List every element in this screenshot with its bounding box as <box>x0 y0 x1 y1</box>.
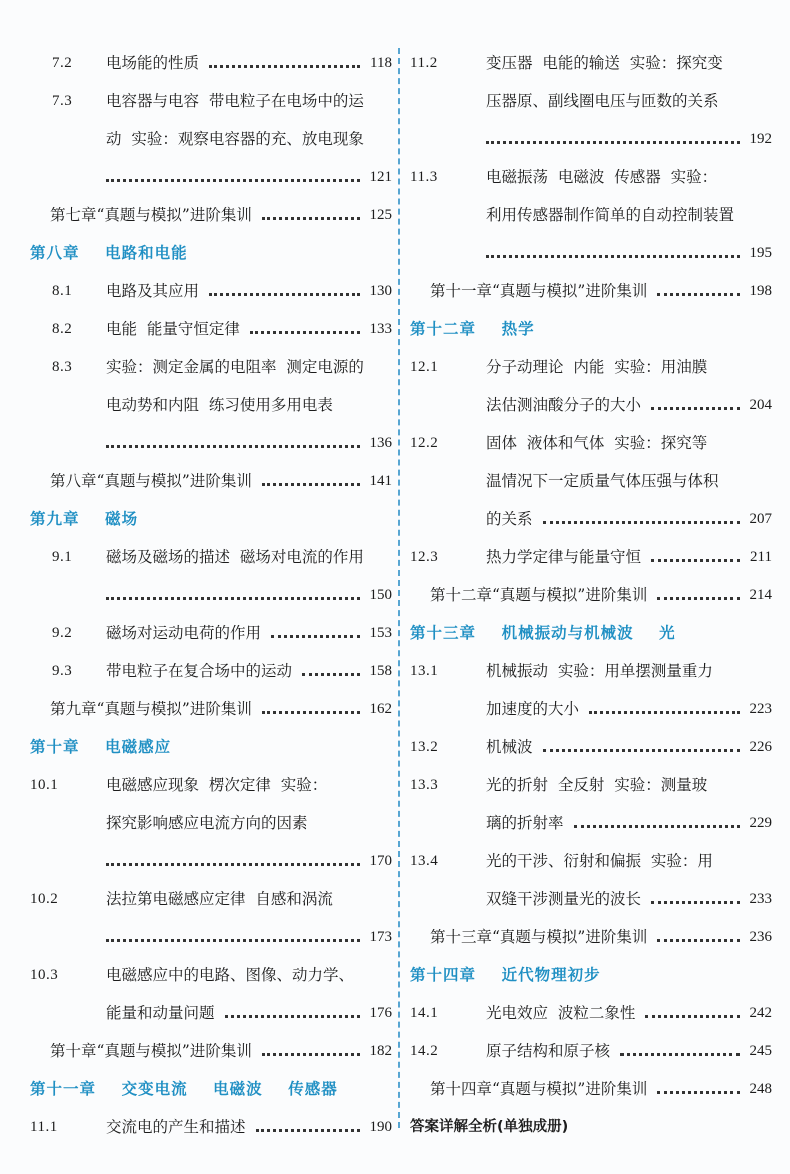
entry-title: 第十章“真题与模拟”进阶集训 <box>50 1042 252 1060</box>
chapter-heading[interactable]: 第十三章 机械振动与机械波 光 <box>410 624 676 642</box>
dot-leader <box>486 141 740 144</box>
page-number: 223 <box>749 701 772 717</box>
toc-section-entry[interactable] <box>410 652 772 728</box>
page-number: 211 <box>750 549 772 565</box>
entry-title: 电容器与电容 带电粒子在电场中的运 <box>106 92 364 110</box>
toc-line <box>50 690 392 728</box>
dot-leader <box>209 293 359 296</box>
page-number: 136 <box>369 435 392 451</box>
chapter-heading[interactable]: 第十一章 交变电流 电磁波 传感器 <box>30 1080 338 1098</box>
section-number: 7.3 <box>52 93 73 109</box>
toc-section-entry[interactable] <box>410 766 772 842</box>
entry-title: 电场能的性质 <box>106 54 200 72</box>
section-number: 14.1 <box>410 1005 439 1021</box>
toc-line <box>486 880 772 918</box>
toc-line <box>106 272 392 310</box>
page-number: 182 <box>369 1043 392 1059</box>
dot-leader <box>620 1053 739 1056</box>
toc-section-entry[interactable] <box>30 310 392 348</box>
entry-title: 带电粒子在复合场中的运动 <box>106 662 293 680</box>
section-number: 8.2 <box>52 321 73 337</box>
section-number: 12.1 <box>410 359 439 375</box>
section-number: 9.3 <box>52 663 73 679</box>
section-number: 10.3 <box>30 967 59 983</box>
section-number: 7.2 <box>52 55 73 71</box>
toc-line <box>106 918 392 956</box>
toc-line <box>486 44 772 82</box>
dot-leader <box>262 1053 360 1056</box>
toc-line <box>486 842 772 880</box>
toc-section-entry[interactable] <box>410 1032 772 1070</box>
section-number: 12.3 <box>410 549 439 565</box>
section-number: 11.1 <box>30 1119 58 1135</box>
toc-line <box>106 44 392 82</box>
dot-leader <box>486 255 740 258</box>
toc-section-entry[interactable] <box>30 956 392 1032</box>
entry-title: 实验：测定金属的电阻率 测定电源的 <box>106 358 364 376</box>
page-number: 236 <box>749 929 772 945</box>
dot-leader <box>657 293 739 296</box>
toc-section-entry[interactable] <box>30 538 392 614</box>
section-number: 10.1 <box>30 777 59 793</box>
toc-line <box>486 386 772 424</box>
toc-drill-entry[interactable] <box>410 1070 772 1108</box>
page-number: 204 <box>749 397 772 413</box>
page-number: 245 <box>749 1043 772 1059</box>
toc-line <box>106 994 392 1032</box>
toc-line <box>106 652 392 690</box>
page-number: 190 <box>369 1119 392 1135</box>
dot-leader <box>271 635 359 638</box>
section-number: 14.2 <box>410 1043 439 1059</box>
entry-title: 机械振动 实验：用单摆测量重力 <box>486 662 713 680</box>
toc-line <box>106 310 392 348</box>
entry-title: 第十四章“真题与模拟”进阶集训 <box>430 1080 648 1098</box>
entry-title: 第十三章“真题与模拟”进阶集训 <box>430 928 648 946</box>
toc-line <box>486 348 772 386</box>
entry-title: 法拉第电磁感应定律 自感和涡流 <box>106 890 333 908</box>
dot-leader <box>302 673 359 676</box>
dot-leader <box>106 863 360 866</box>
dot-leader <box>106 939 360 942</box>
dot-leader <box>657 939 739 942</box>
section-number: 13.4 <box>410 853 439 869</box>
entry-title: 磁场及磁场的描述 磁场对电流的作用 <box>106 548 364 566</box>
toc-drill-entry[interactable] <box>410 272 772 310</box>
toc-section-entry[interactable] <box>410 158 772 272</box>
toc-line <box>486 538 772 576</box>
entry-title: 第十二章“真题与模拟”进阶集训 <box>430 586 648 604</box>
toc-line <box>106 842 392 880</box>
entry-title: 加速度的大小 <box>486 700 580 718</box>
toc-line <box>486 120 772 158</box>
entry-title: 变压器 电能的输送 实验：探究变 <box>486 54 723 72</box>
dot-leader <box>589 711 739 714</box>
toc-line <box>486 82 772 120</box>
section-number: 10.2 <box>30 891 59 907</box>
page-number: 248 <box>749 1081 772 1097</box>
toc-section-entry[interactable] <box>30 348 392 462</box>
entry-title: 交流电的产生和描述 <box>106 1118 246 1136</box>
toc-drill-entry[interactable] <box>30 690 392 728</box>
toc-right-column <box>410 44 772 1146</box>
dot-leader <box>106 597 360 600</box>
entry-title: 璃的折射率 <box>486 814 564 832</box>
toc-section-entry[interactable] <box>410 538 772 576</box>
toc-line <box>486 1032 772 1070</box>
dot-leader <box>543 521 740 524</box>
dot-leader <box>651 901 739 904</box>
dot-leader <box>250 331 360 334</box>
toc-section-entry[interactable] <box>30 652 392 690</box>
entry-title: 第九章“真题与模拟”进阶集训 <box>50 700 252 718</box>
dot-leader <box>225 1015 360 1018</box>
section-number: 9.2 <box>52 625 73 641</box>
toc-section-entry[interactable] <box>410 348 772 424</box>
toc-line <box>486 196 772 234</box>
page-number: 121 <box>369 169 392 185</box>
toc-line <box>106 1108 392 1146</box>
page-number: 176 <box>369 1005 392 1021</box>
toc-section-entry[interactable] <box>30 272 392 310</box>
page-number: 130 <box>369 283 392 299</box>
entry-title: 动 实验：观察电容器的充、放电现象 <box>106 130 364 148</box>
toc-drill-entry[interactable] <box>30 1032 392 1070</box>
page-number: 118 <box>370 55 392 71</box>
entry-title: 光的干涉、衍射和偏振 实验：用 <box>486 852 713 870</box>
entry-title: 光的折射 全反射 实验：测量玻 <box>486 776 708 794</box>
toc-line <box>106 424 392 462</box>
entry-title: 的关系 <box>486 510 533 528</box>
toc-section-entry[interactable] <box>410 44 772 158</box>
section-number: 9.1 <box>52 549 73 565</box>
dot-leader <box>256 1129 360 1132</box>
dot-leader <box>657 597 739 600</box>
dot-leader <box>657 1091 739 1094</box>
section-number: 13.1 <box>410 663 439 679</box>
section-number: 11.2 <box>410 55 438 71</box>
entry-title: 光电效应 波粒二象性 <box>486 1004 636 1022</box>
entry-title: 法估测油酸分子的大小 <box>486 396 642 414</box>
entry-title: 机械波 <box>486 738 533 756</box>
toc-line <box>106 120 392 158</box>
toc-left-column <box>30 44 392 1146</box>
toc-line <box>430 272 772 310</box>
dot-leader <box>262 711 360 714</box>
page-number: 226 <box>749 739 772 755</box>
entry-title: 原子结构和原子核 <box>486 1042 611 1060</box>
toc-line <box>50 196 392 234</box>
page-number: 214 <box>749 587 772 603</box>
page-number: 153 <box>369 625 392 641</box>
dot-leader <box>574 825 740 828</box>
toc-line <box>106 386 392 424</box>
dot-leader <box>106 179 360 182</box>
toc-line <box>486 652 772 690</box>
toc-line <box>430 918 772 956</box>
entry-title: 固体 液体和气体 实验：探究等 <box>486 434 708 452</box>
dot-leader <box>262 217 360 220</box>
page-number: 162 <box>369 701 392 717</box>
toc-section-entry[interactable] <box>30 44 392 82</box>
page-number: 195 <box>749 245 772 261</box>
toc-line <box>106 880 392 918</box>
toc-line <box>50 1032 392 1070</box>
column-divider <box>398 48 400 1128</box>
toc-section-entry[interactable] <box>30 766 392 880</box>
section-number: 8.3 <box>52 359 73 375</box>
entry-title: 探究影响感应电流方向的因素 <box>106 814 308 832</box>
entry-title: 磁场对运动电荷的作用 <box>106 624 262 642</box>
chapter-heading[interactable]: 第八章 电路和电能 <box>30 244 188 262</box>
chapter-heading[interactable]: 第九章 磁场 <box>30 510 139 528</box>
dot-leader <box>106 445 360 448</box>
toc-drill-entry[interactable] <box>30 196 392 234</box>
chapter-heading[interactable]: 第十二章 热学 <box>410 320 535 338</box>
toc-line <box>486 424 772 462</box>
entry-title: 电能 能量守恒定律 <box>106 320 240 338</box>
toc-line <box>50 462 392 500</box>
toc-section-entry[interactable] <box>30 614 392 652</box>
section-number: 8.1 <box>52 283 73 299</box>
page-number: 233 <box>749 891 772 907</box>
entry-title: 第十一章“真题与模拟”进阶集训 <box>430 282 648 300</box>
chapter-heading[interactable]: 第十四章 近代物理初步 <box>410 966 601 984</box>
toc-line <box>106 576 392 614</box>
entry-title: 第七章“真题与模拟”进阶集训 <box>50 206 252 224</box>
dot-leader <box>209 65 360 68</box>
dot-leader <box>645 1015 739 1018</box>
toc-line <box>486 690 772 728</box>
toc-drill-entry[interactable] <box>30 462 392 500</box>
toc-line <box>486 766 772 804</box>
section-number: 11.3 <box>410 169 438 185</box>
entry-title: 能量和动量问题 <box>106 1004 215 1022</box>
toc-line <box>486 462 772 500</box>
toc-drill-entry[interactable] <box>410 576 772 614</box>
toc-section-entry[interactable] <box>410 994 772 1032</box>
toc-section-entry[interactable] <box>30 1108 392 1146</box>
toc-section-entry[interactable] <box>410 728 772 766</box>
toc-section-entry[interactable] <box>30 82 392 196</box>
toc-line <box>430 576 772 614</box>
page-number: 125 <box>369 207 392 223</box>
toc-line <box>106 614 392 652</box>
dot-leader <box>651 407 739 410</box>
section-number: 12.2 <box>410 435 439 451</box>
toc-section-entry[interactable] <box>410 842 772 918</box>
toc-line <box>106 766 392 804</box>
dot-leader <box>262 483 360 486</box>
toc-line <box>486 158 772 196</box>
entry-title: 压器原、副线圈电压与匝数的关系 <box>486 92 719 110</box>
page-number: 133 <box>369 321 392 337</box>
toc-line <box>106 538 392 576</box>
entry-title: 双缝干涉测量光的波长 <box>486 890 642 908</box>
entry-title: 电磁感应中的电路、图像、动力学、 <box>106 966 355 984</box>
page-number: 229 <box>749 815 772 831</box>
section-number: 13.3 <box>410 777 439 793</box>
entry-title: 分子动理论 内能 实验：用油膜 <box>486 358 708 376</box>
dot-leader <box>543 749 740 752</box>
entry-title: 利用传感器制作简单的自动控制装置 <box>486 206 735 224</box>
page-number: 173 <box>369 929 392 945</box>
page-number: 158 <box>369 663 392 679</box>
toc-line <box>106 82 392 120</box>
entry-title: 电动势和内阻 练习使用多用电表 <box>106 396 333 414</box>
page-number: 242 <box>749 1005 772 1021</box>
section-number: 13.2 <box>410 739 439 755</box>
toc-line <box>486 728 772 766</box>
entry-title: 热力学定律与能量守恒 <box>486 548 642 566</box>
toc-section-entry[interactable] <box>410 424 772 538</box>
dot-leader <box>651 559 740 562</box>
page-number: 192 <box>749 131 772 147</box>
page-number: 198 <box>749 283 772 299</box>
toc-line <box>486 500 772 538</box>
entry-title: 电磁振荡 电磁波 传感器 实验： <box>486 168 718 186</box>
toc-line <box>106 804 392 842</box>
toc-drill-entry[interactable] <box>410 918 772 956</box>
toc-line <box>486 994 772 1032</box>
page-number: 141 <box>369 473 392 489</box>
page-number: 170 <box>369 853 392 869</box>
toc-line <box>106 158 392 196</box>
entry-title: 温情况下一定质量气体压强与体积 <box>486 472 719 490</box>
entry-title: 电磁感应现象 楞次定律 实验： <box>106 776 328 794</box>
toc-section-entry[interactable] <box>30 880 392 956</box>
toc-line <box>106 348 392 386</box>
toc-line <box>106 956 392 994</box>
chapter-heading[interactable]: 第十章 电磁感应 <box>30 738 172 756</box>
entry-title: 电路及其应用 <box>106 282 200 300</box>
page-number: 150 <box>369 587 392 603</box>
toc-line <box>486 234 772 272</box>
toc-line <box>430 1070 772 1108</box>
page-number: 207 <box>749 511 772 527</box>
toc-line <box>486 804 772 842</box>
entry-title: 第八章“真题与模拟”进阶集训 <box>50 472 252 490</box>
answer-booklet-note: 答案详解全析(单独成册) <box>410 1119 569 1135</box>
